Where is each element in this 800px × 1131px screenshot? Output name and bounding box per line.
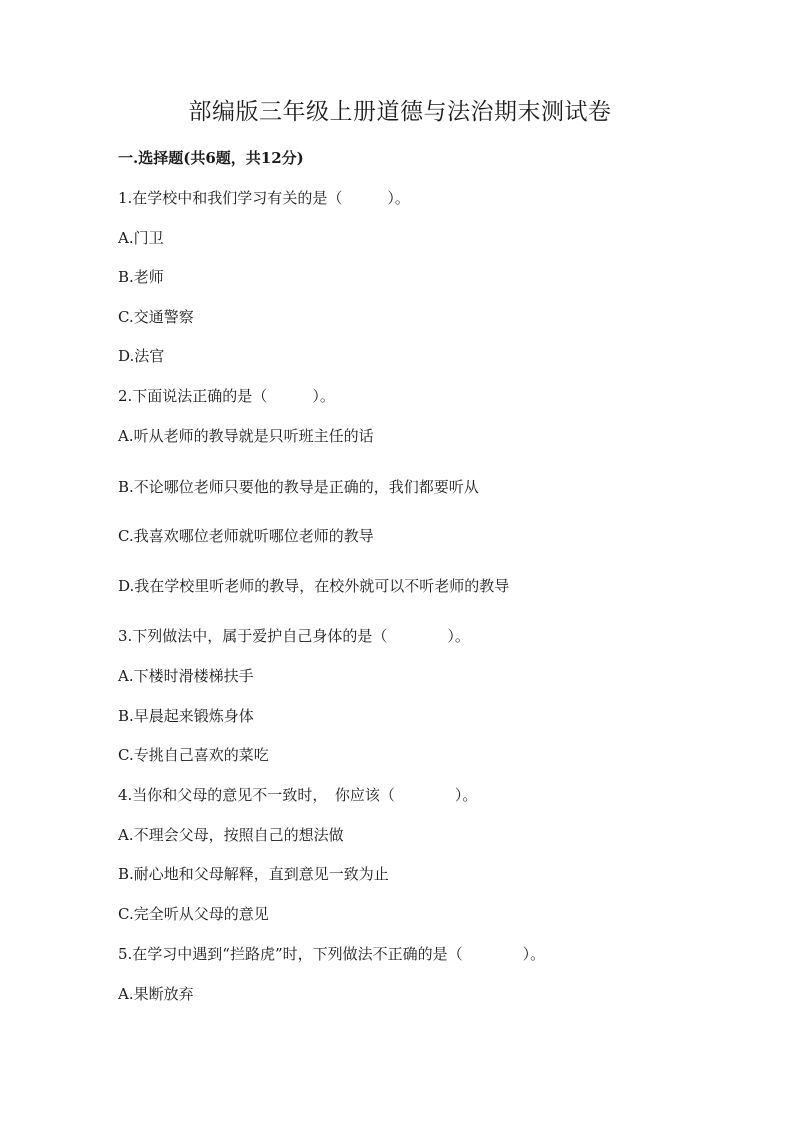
option-b: B.早晨起来锻炼身体	[118, 707, 254, 725]
question-stem: 1.在学校中和我们学习有关的是（ ）。	[118, 189, 410, 207]
option-d: D.法官	[118, 347, 165, 365]
question-stem: 3.下列做法中，属于爱护自己身体的是（ ）。	[118, 627, 470, 645]
question-stem: 4.当你和父母的意见不一致时， 你应该（ ）。	[118, 786, 478, 804]
option-a: A.果断放弃	[118, 985, 194, 1003]
option-c: C.完全听从父母的意见	[118, 905, 269, 923]
option-b: B.不论哪位老师只要他的教导是正确的，我们都要听从	[118, 478, 479, 496]
option-c: C.交通警察	[118, 308, 194, 326]
option-a: A.不理会父母，按照自己的想法做	[118, 826, 344, 844]
option-a: A.下楼时滑楼梯扶手	[118, 667, 254, 685]
option-b: B.老师	[118, 268, 164, 286]
section-heading: 一.选择题(共6题，共12分)	[118, 149, 304, 167]
exam-title: 部编版三年级上册道德与法治期末测试卷	[188, 99, 612, 125]
option-c: C.专挑自己喜欢的菜吃	[118, 746, 269, 764]
question-stem: 5.在学习中遇到“拦路虎”时，下列做法不正确的是（ ）。	[118, 945, 546, 963]
option-a: A.听从老师的教导就是只听班主任的话	[118, 427, 374, 445]
option-d: D.我在学校里听老师的教导，在校外就可以不听老师的教导	[118, 577, 510, 595]
question-stem: 2.下面说法正确的是（ ）。	[118, 387, 335, 405]
option-b: B.耐心地和父母解释，直到意见一致为止	[118, 865, 389, 883]
option-c: C.我喜欢哪位老师就听哪位老师的教导	[118, 527, 374, 545]
option-a: A.门卫	[118, 229, 164, 247]
